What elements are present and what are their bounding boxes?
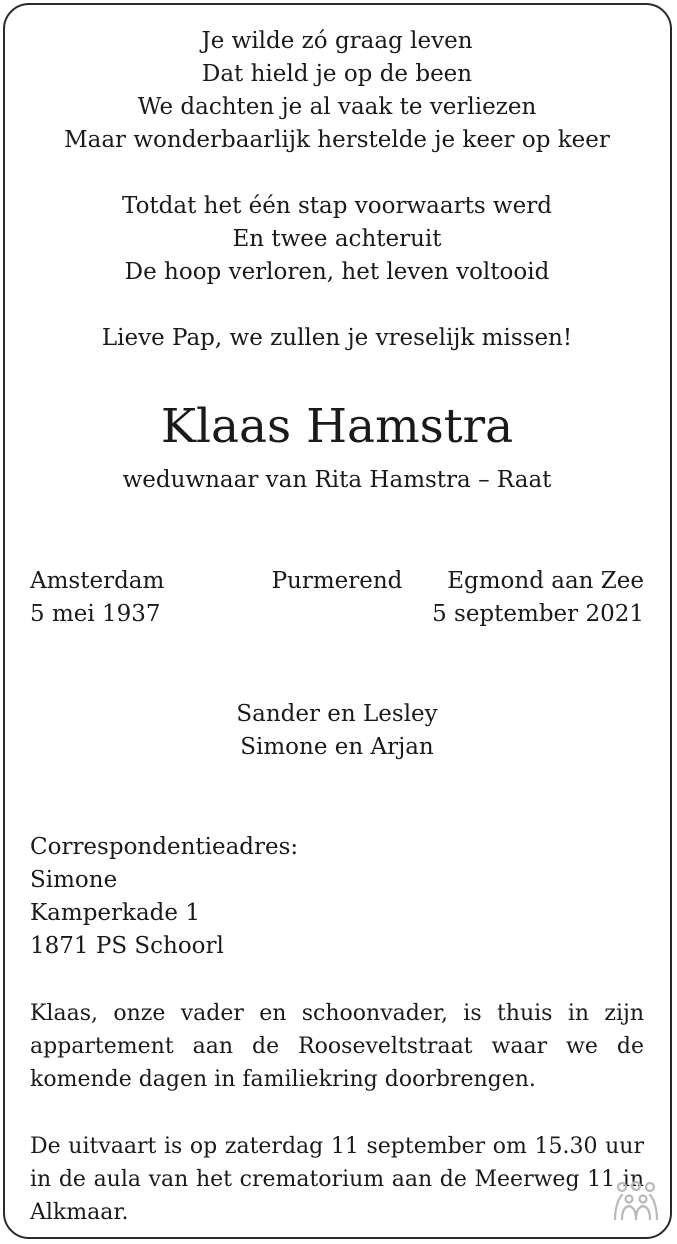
death-place: Egmond aan Zee: [447, 568, 644, 594]
correspondence-address: [30, 831, 644, 963]
obituary-card: [3, 3, 672, 1239]
places-dates: [30, 565, 644, 631]
list-item: Sander en Lesley: [236, 701, 438, 727]
birth-date: 5 mei 1937: [30, 601, 161, 627]
poem-line: We dachten je al vaak te verliezen: [137, 94, 537, 120]
poem: [30, 25, 644, 388]
middle-place: Purmerend: [271, 568, 403, 594]
poem-stanza-3: [30, 322, 644, 355]
children-list: [30, 698, 644, 764]
poem-line: Totdat het één stap voorwaarts werd: [122, 193, 552, 219]
obituary-content: [30, 5, 644, 1237]
address-name: Simone: [30, 867, 118, 893]
deceased-relation: weduwnaar van Rita Hamstra – Raat: [122, 467, 552, 493]
poem-stanza-1: [30, 25, 644, 157]
list-item: Simone en Arjan: [240, 734, 434, 760]
deceased-name: Klaas Hamstra: [160, 399, 514, 454]
viewing-paragraph: Klaas, onze vader en schoonvader, is thuis in zijn appartement aan de Rooseveltstraat waar we de komende dagen in familiekring doorbrengen.: [30, 1001, 644, 1092]
poem-stanza-2: [30, 190, 644, 289]
poem-line: Maar wonderbaarlijk herstelde je keer op keer: [64, 127, 610, 153]
poem-line: Dat hield je op de been: [201, 61, 473, 87]
address-street: Kamperkade 1: [30, 900, 200, 926]
poem-line: De hoop verloren, het leven voltooid: [124, 259, 550, 285]
funeral-paragraph: De uitvaart is op zaterdag 11 september om 15.30 uur in de aula van het crematorium aan de Meerweg 11 in Alkmaar.: [30, 1134, 644, 1225]
poem-line: En twee achteruit: [232, 226, 442, 252]
poem-line: Lieve Pap, we zullen je vreselijk missen!: [101, 325, 573, 351]
family-people-icon: [612, 1181, 660, 1223]
death-info: [432, 565, 644, 631]
poem-line: Je wilde zó graag leven: [201, 28, 473, 54]
birth-place: Amsterdam: [30, 568, 165, 594]
death-date: 5 september 2021: [432, 601, 644, 627]
address-heading: Correspondentieadres:: [30, 834, 299, 860]
address-city: 1871 PS Schoorl: [30, 933, 224, 959]
